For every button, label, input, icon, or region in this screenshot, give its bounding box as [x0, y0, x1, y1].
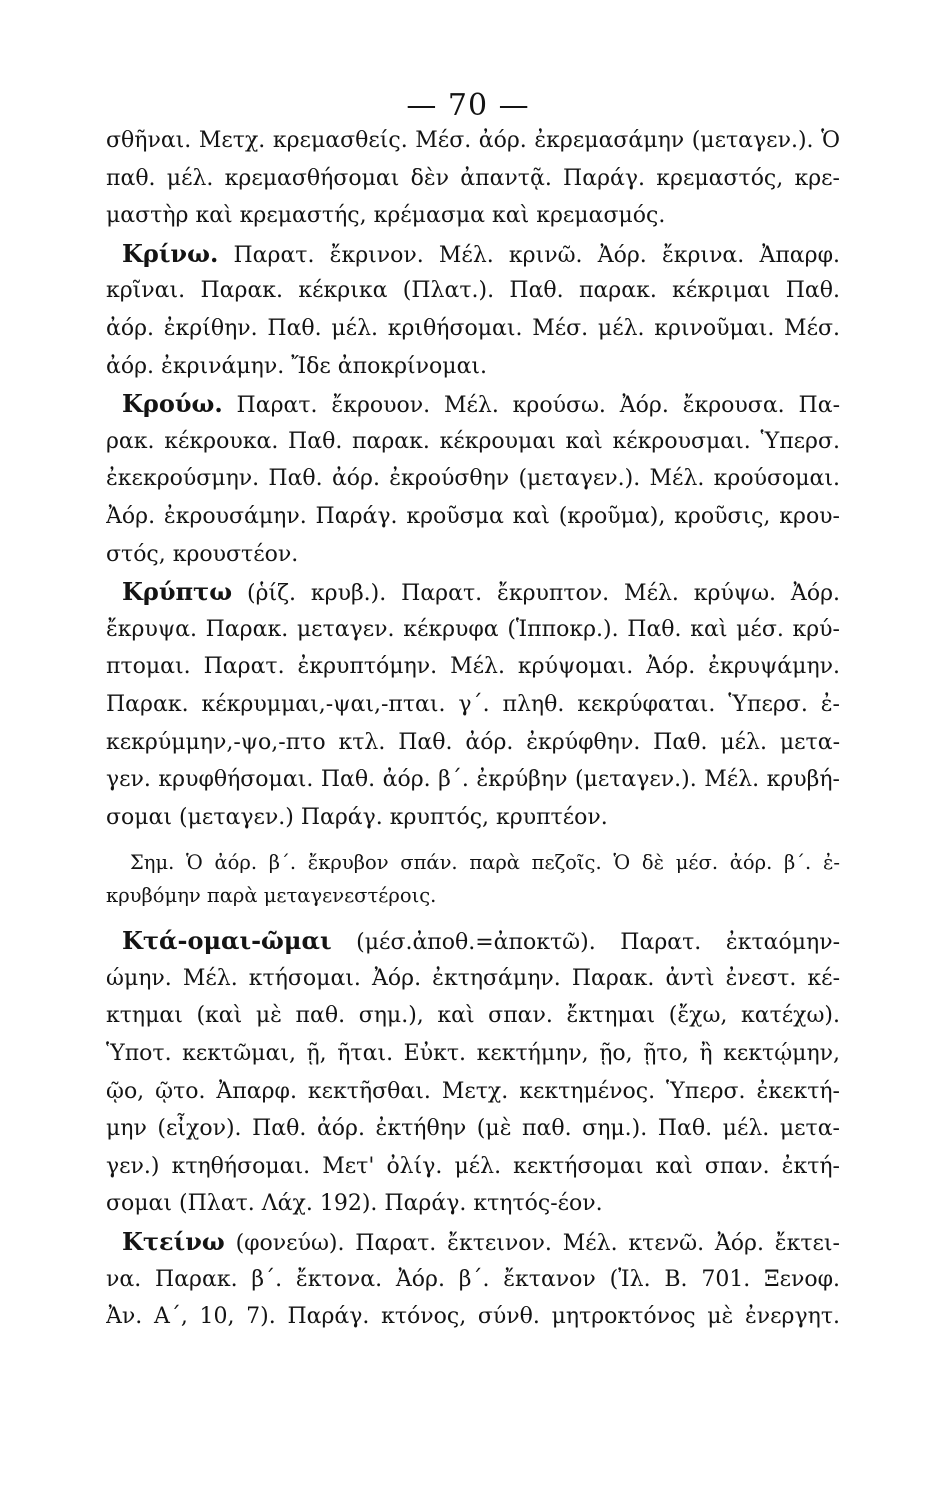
text-line: στός, κρουστέον.: [106, 541, 299, 567]
text-line: ρακ. κέκρουκα. Παθ. παρακ. κέκρουμαι καὶ κέκρουσμαι. Ὑπερσ.: [106, 428, 840, 454]
text-line: ἔκρυψα. Παρακ. μεταγεν. κέκρυφα (Ἱπποκρ.). Παθ. καὶ μέσ. κρύ-: [106, 616, 840, 642]
entry-krouo: Κρούω. Παρατ. ἔκρουον. Μέλ. κρούσω. Ἀόρ. ἔκρουσα. Πα-: [122, 389, 840, 419]
text-line: ῷο, ῷτο. Ἀπαρφ. κεκτῆσθαι. Μετχ. κεκτημένος. Ὑπερσ. ἐκεκτή-: [106, 1078, 840, 1104]
text-line: παθ. μέλ. κρεμασθήσομαι δὲν ἀπαντᾷ. Παράγ. κρεμαστός, κρε-: [106, 165, 840, 191]
text-line: Ὑποτ. κεκτῶμαι, ῇ, ῆται. Εὐκτ. κεκτήμην, ῇο, ῇτο, ἢ κεκτῴμην,: [106, 1041, 840, 1067]
entry-headword: Κτείνω: [122, 1227, 225, 1257]
text-line: μαστὴρ καὶ κρεμαστής, κρέμασμα καὶ κρεμασμός.: [106, 203, 666, 229]
text-line: ἀόρ. ἐκρινάμην. Ἴδε ἀποκρίνομαι.: [106, 353, 488, 379]
text-line: κεκρύμμην,-ψο,-πτο κτλ. Παθ. ἀόρ. ἐκρύφθην. Παθ. μέλ. μετα-: [106, 729, 840, 755]
entry-headword: Κρίνω.: [122, 238, 219, 268]
text-line: ἐκεκρούσμην. Παθ. ἀόρ. ἐκρούσθην (μεταγεν.). Μέλ. κρούσομαι.: [106, 466, 840, 492]
text-line: γεν.) κτηθήσομαι. Μετ' ὀλίγ. μέλ. κεκτήσομαι καὶ σπαν. ἐκτή-: [106, 1153, 840, 1179]
text-line: ἀόρ. ἐκρίθην. Παθ. μέλ. κριθήσομαι. Μέσ. μέλ. κρινοῦμαι. Μέσ.: [106, 315, 840, 341]
text-line: να. Παρακ. β΄. ἔκτονα. Ἀόρ. β΄. ἔκτανον (Ἰλ. Β. 701. Ξενοφ.: [106, 1266, 840, 1292]
text-line: μην (εἶχον). Παθ. ἀόρ. ἐκτήθην (μὲ παθ. σημ.). Παθ. μέλ. μετα-: [106, 1116, 840, 1142]
text-line: κρῖναι. Παρακ. κέκρικα (Πλατ.). Παθ. παρακ. κέκριμαι Παθ.: [106, 278, 840, 304]
text-line: κτημαι (καὶ μὲ παθ. σημ.), καὶ σπαν. ἔκτημαι (ἔχω, κατέχω).: [106, 1003, 840, 1029]
text-line: ώμην. Μέλ. κτήσομαι. Ἀόρ. ἐκτησάμην. Παρακ. ἀντὶ ἐνεστ. κέ-: [106, 965, 840, 991]
text-line: γεν. κρυφθήσομαι. Παθ. ἀόρ. β΄. ἐκρύβην (μεταγεν.). Μέλ. κρυβή-: [106, 767, 840, 793]
entry-headword: Κτά-ομαι-ῶμαι: [122, 926, 332, 956]
entry-ktaomai: Κτά-ομαι-ῶμαι (μέσ.ἀποθ.=ἀποκτῶ). Παρατ. ἐκταόμην-: [122, 926, 840, 956]
text-line: Ἀν. Α΄, 10, 7). Παράγ. κτόνος, σύνθ. μητροκτόνος μὲ ἐνεργητ.: [106, 1304, 840, 1330]
entry-krino: Κρίνω. Παρατ. ἔκρινον. Μέλ. κρινῶ. Ἀόρ. ἔκρινα. Ἀπαρφ.: [122, 238, 840, 268]
entry-headword: Κρούω.: [122, 389, 223, 419]
text-line: πτομαι. Παρατ. ἐκρυπτόμην. Μέλ. κρύψομαι. Ἀόρ. ἐκρυψάμην.: [106, 654, 840, 680]
text-line: σομαι (Πλατ. Λάχ. 192). Παράγ. κτητός-έον.: [106, 1191, 603, 1217]
text-line: σθῆναι. Μετχ. κρεμασθείς. Μέσ. ἀόρ. ἐκρεμασάμην (μεταγεν.). Ὁ: [106, 128, 840, 153]
text-line: Ἀόρ. ἐκρουσάμην. Παράγ. κροῦσμα καὶ (κροῦμα), κροῦσις, κρου-: [106, 503, 840, 529]
text-line: Παρακ. κέκρυμμαι,-ψαι,-πται. γ΄. πληθ. κεκρύφαται. Ὑπερσ. ἐ-: [106, 691, 840, 717]
note-line: κρυβόμην παρὰ μεταγενεστέροις.: [106, 884, 437, 908]
note-line: Σημ. Ὁ ἀόρ. β΄. ἔκρυβον σπάν. παρὰ πεζοῖς. Ὁ δὲ μέσ. ἀόρ. β΄. ἐ-: [130, 851, 840, 875]
entry-krypto: Κρύπτω (ῥίζ. κρυβ.). Παρατ. ἔκρυπτον. Μέλ. κρύψω. Ἀόρ.: [122, 577, 840, 607]
page-number: — 70 —: [406, 88, 530, 123]
entry-kteino: Κτείνω (φονεύω). Παρατ. ἔκτεινον. Μέλ. κτενῶ. Ἀόρ. ἔκτει-: [122, 1227, 840, 1257]
dictionary-text: [106, 122, 840, 1336]
text-line: σομαι (μεταγεν.) Παράγ. κρυπτός, κρυπτέον.: [106, 804, 608, 830]
entry-headword: Κρύπτω: [122, 577, 233, 607]
